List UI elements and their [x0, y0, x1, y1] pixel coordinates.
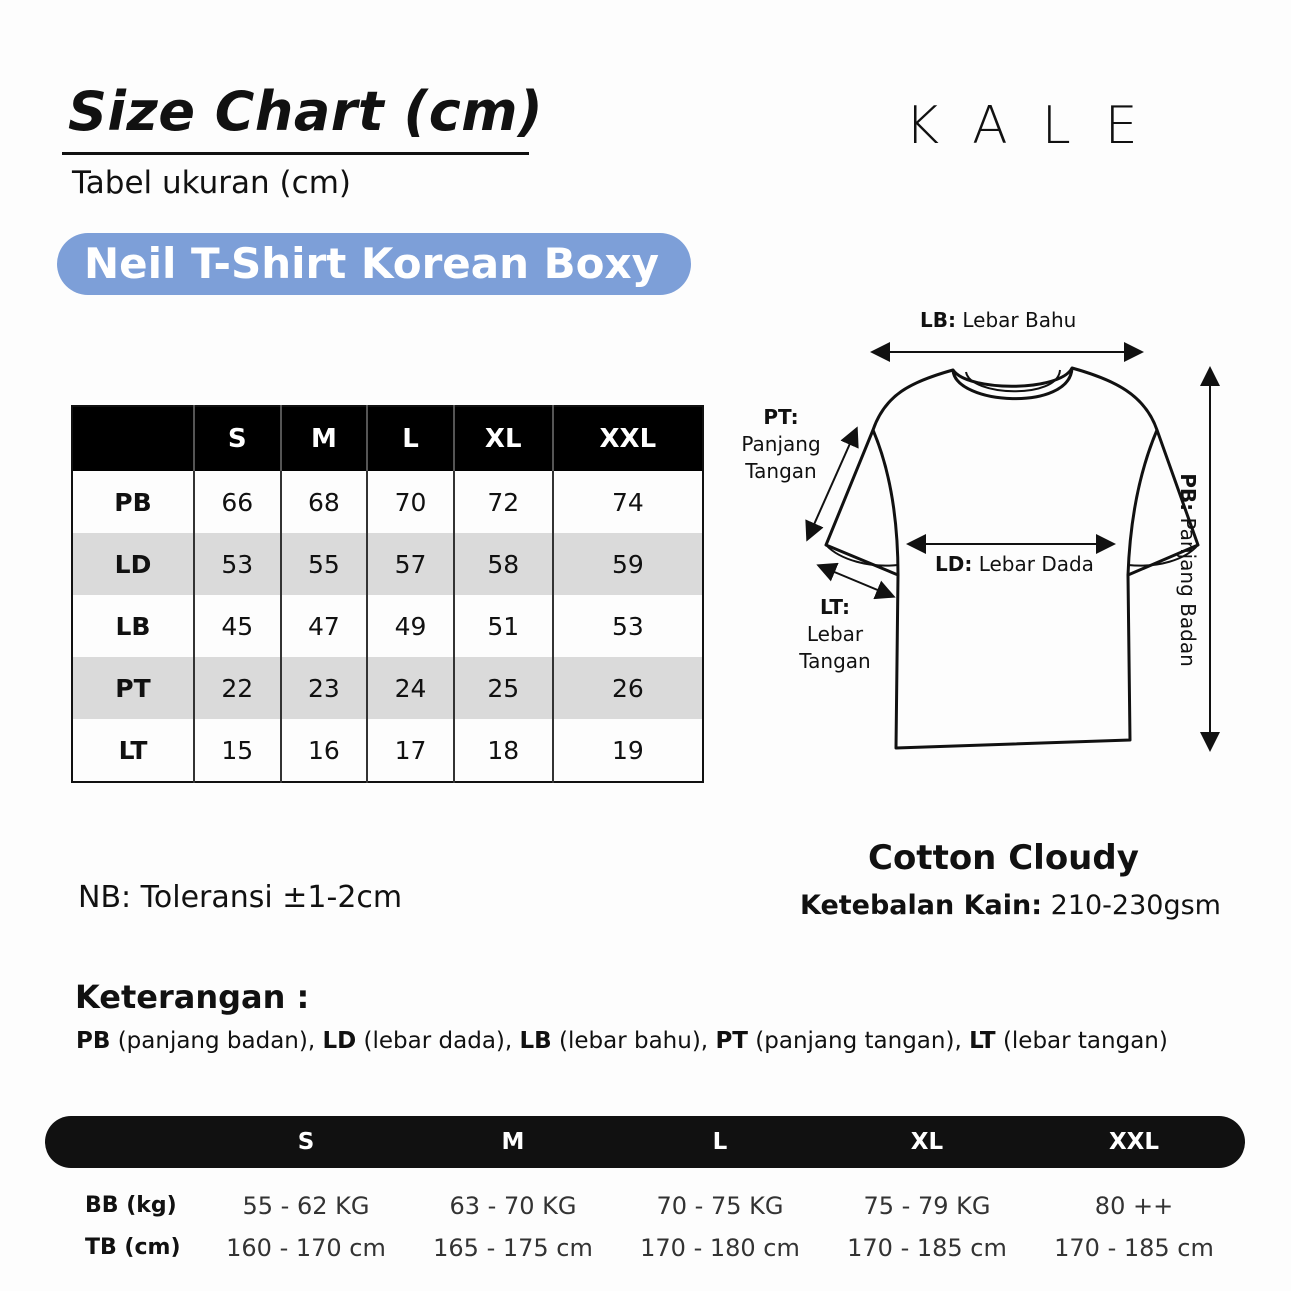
fit-cell: 160 - 170 cm — [226, 1234, 386, 1262]
table-cell: 16 — [281, 719, 368, 782]
ld-code: LD: — [935, 552, 973, 576]
legend-code: LD — [322, 1028, 357, 1054]
fit-cell: 55 - 62 KG — [242, 1192, 370, 1220]
legend-desc: (lebar bahu), — [559, 1028, 709, 1054]
table-cell: 47 — [281, 595, 368, 657]
fit-column-header: S — [297, 1129, 315, 1155]
table-cell: 26 — [553, 657, 703, 719]
pb-text: Panjang Badan — [1176, 517, 1200, 667]
page-subtitle: Tabel ukuran (cm) — [72, 165, 351, 201]
table-cell: 18 — [454, 719, 553, 782]
row-label: LT — [72, 719, 194, 782]
pb-label — [1176, 473, 1200, 667]
lt-code: LT: — [820, 595, 850, 619]
legend-desc: (panjang tangan), — [755, 1028, 962, 1054]
product-name-badge: Neil T-Shirt Korean Boxy — [57, 233, 691, 295]
fit-cell: 70 - 75 KG — [656, 1192, 784, 1220]
legend-desc: (panjang badan), — [117, 1028, 316, 1054]
pt-line1: Panjang — [741, 432, 821, 456]
fit-row-label-bb: BB (kg) — [85, 1193, 177, 1218]
column-header: S — [194, 406, 281, 471]
fit-cell: 63 - 70 KG — [449, 1192, 577, 1220]
table-cell: 74 — [611, 487, 644, 517]
table-cell: 58 — [454, 533, 553, 595]
fit-cell: 170 - 185 cm — [1054, 1234, 1214, 1262]
table-cell: 25 — [454, 657, 553, 719]
table-cell: 49 — [367, 595, 454, 657]
brand-logo: KALE — [905, 96, 1172, 156]
table-cell: 15 — [194, 719, 281, 782]
column-header: XXL — [553, 406, 703, 471]
table-cell: 53 — [194, 533, 281, 595]
fabric-name: Cotton Cloudy — [868, 838, 1139, 878]
column-header: M — [281, 406, 368, 471]
lb-label — [920, 307, 1076, 334]
lt-line2: Tangan — [799, 649, 871, 673]
fit-column-header: M — [501, 1129, 525, 1155]
table-cell: 23 — [281, 657, 368, 719]
fit-cell: 80 ++ — [1094, 1192, 1174, 1220]
table-cell: 22 — [194, 657, 281, 719]
table-cell: 55 — [281, 533, 368, 595]
legend-code: LT — [969, 1028, 996, 1054]
row-label: PT — [72, 657, 194, 719]
legend-text — [76, 1028, 1168, 1054]
legend-code: LB — [519, 1028, 552, 1054]
column-header: XL — [454, 406, 553, 471]
pt-code: PT: — [763, 405, 799, 429]
fit-cell: 170 - 180 cm — [640, 1234, 800, 1262]
table-cell: 45 — [194, 595, 281, 657]
lt-label — [790, 594, 880, 675]
tolerance-note: NB: Toleransi ±1-2cm — [78, 880, 403, 915]
lb-code: LB: — [920, 308, 956, 332]
row-label: LB — [72, 595, 194, 657]
fit-cell: 170 - 185 cm — [847, 1234, 1007, 1262]
pb-code: PB: — [1176, 473, 1200, 512]
row-label: PB — [72, 471, 194, 533]
table-cell: 68 — [281, 471, 368, 533]
table-cell: 24 — [367, 657, 454, 719]
legend-desc: (lebar dada), — [363, 1028, 513, 1054]
fit-column-header: L — [712, 1129, 728, 1155]
fit-column-header: XL — [910, 1129, 944, 1155]
ld-label — [935, 551, 1094, 578]
legend-code: PT — [715, 1028, 748, 1054]
table-cell: 17 — [367, 719, 454, 782]
fabric-weight-label: Ketebalan Kain: — [800, 890, 1043, 921]
lb-text: Lebar Bahu — [962, 308, 1077, 332]
pt-line2: Tangan — [745, 459, 817, 483]
table-cell: 59 — [553, 533, 703, 595]
table-cell: 66 — [194, 471, 281, 533]
fit-column-header: XXL — [1108, 1129, 1160, 1155]
fit-row-label-tb: TB (cm) — [85, 1235, 181, 1260]
column-header: L — [367, 406, 454, 471]
legend-code: PB — [76, 1028, 111, 1054]
lt-line1: Lebar — [806, 622, 864, 646]
table-cell: 72 — [454, 471, 553, 533]
table-cell: 57 — [367, 533, 454, 595]
legend-desc: (lebar tangan) — [1002, 1028, 1168, 1054]
table-cell: 53 — [611, 611, 644, 641]
fit-cell: 165 - 175 cm — [433, 1234, 593, 1262]
fabric-weight — [800, 890, 1221, 921]
fit-cell: 75 - 79 KG — [863, 1192, 991, 1220]
page-title: Size Chart (cm) — [68, 80, 544, 143]
legend-title: Keterangan : — [75, 978, 310, 1016]
pt-label — [733, 404, 829, 485]
ld-text: Lebar Dada — [978, 552, 1094, 576]
fabric-weight-value: 210-230gsm — [1050, 890, 1221, 921]
row-label: LD — [72, 533, 194, 595]
table-cell: 19 — [611, 735, 644, 765]
table-cell: 51 — [454, 595, 553, 657]
lt-arrow — [820, 566, 892, 596]
table-cell: 70 — [367, 471, 454, 533]
tshirt-collar-icon — [953, 368, 1072, 399]
